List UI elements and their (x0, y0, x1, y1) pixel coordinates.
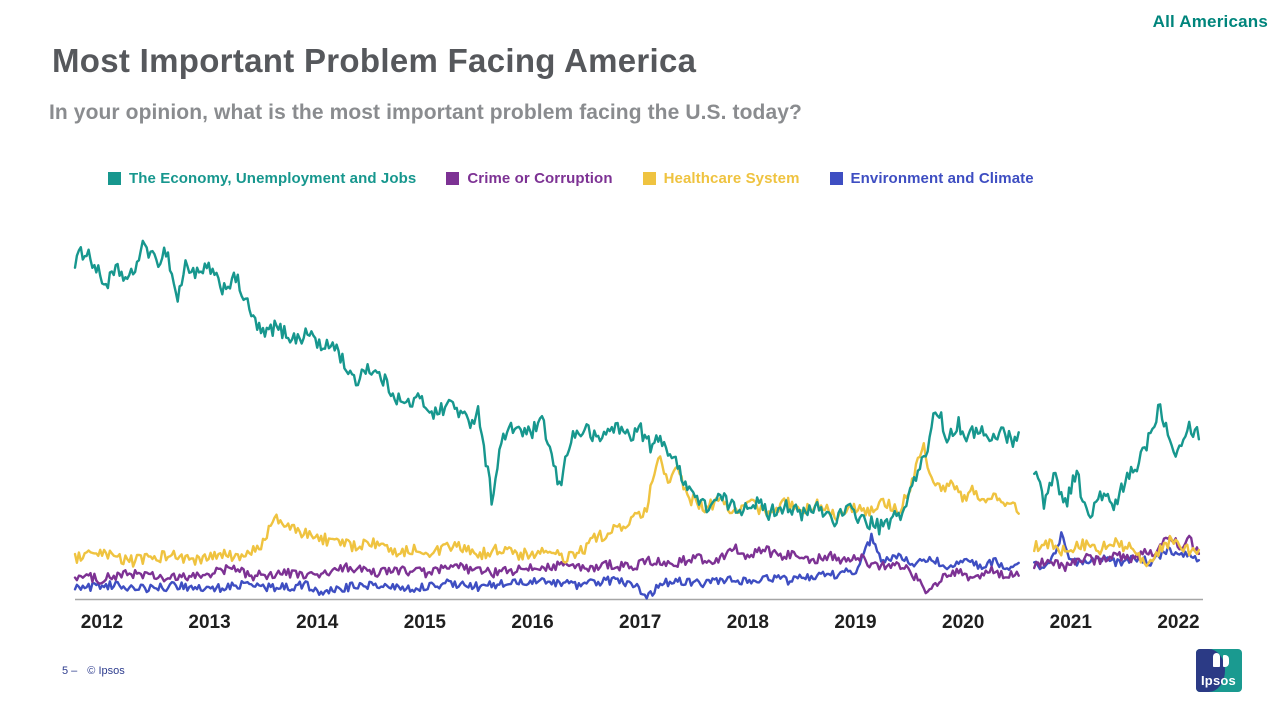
x-axis-tick-label: 2016 (511, 612, 554, 633)
x-axis-tick-label: 2012 (80, 612, 124, 633)
page-title: Most Important Problem Facing America (52, 42, 697, 79)
ipsos-logo (1196, 649, 1242, 692)
legend-label: The Economy, Unemployment and Jobs (129, 170, 417, 187)
audience-label: All Americans (1152, 12, 1268, 31)
x-axis-tick-label: 2018 (726, 612, 769, 633)
x-axis-tick-label: 2014 (296, 612, 339, 633)
ipsos-logo-face-icon (1223, 655, 1229, 667)
series-line-3 (75, 443, 1199, 566)
series-line-1 (75, 241, 1199, 535)
x-axis-tick-label: 2021 (1049, 612, 1092, 633)
page-number: 5 – (62, 665, 78, 677)
x-axis-tick-label: 2022 (1157, 612, 1200, 633)
x-axis-tick-label: 2019 (834, 612, 877, 633)
slide-footer (62, 665, 125, 677)
copyright-text: © Ipsos (87, 665, 125, 677)
legend-label: Environment and Climate (850, 170, 1034, 187)
x-axis-tick-label: 2017 (619, 612, 662, 633)
x-axis-tick-label: 2015 (403, 612, 447, 633)
legend-label: Crime or Corruption (467, 170, 613, 187)
legend-label: Healthcare System (663, 170, 800, 187)
x-axis-tick-label: 2013 (188, 612, 231, 633)
x-axis-tick-label: 2020 (942, 612, 985, 633)
ipsos-logo-face-icon (1213, 653, 1220, 667)
chart-question-subtitle: In your opinion, what is the most important problem facing the U.S. today? (49, 101, 802, 124)
ipsos-logo-wordmark: Ipsos (1201, 673, 1236, 688)
